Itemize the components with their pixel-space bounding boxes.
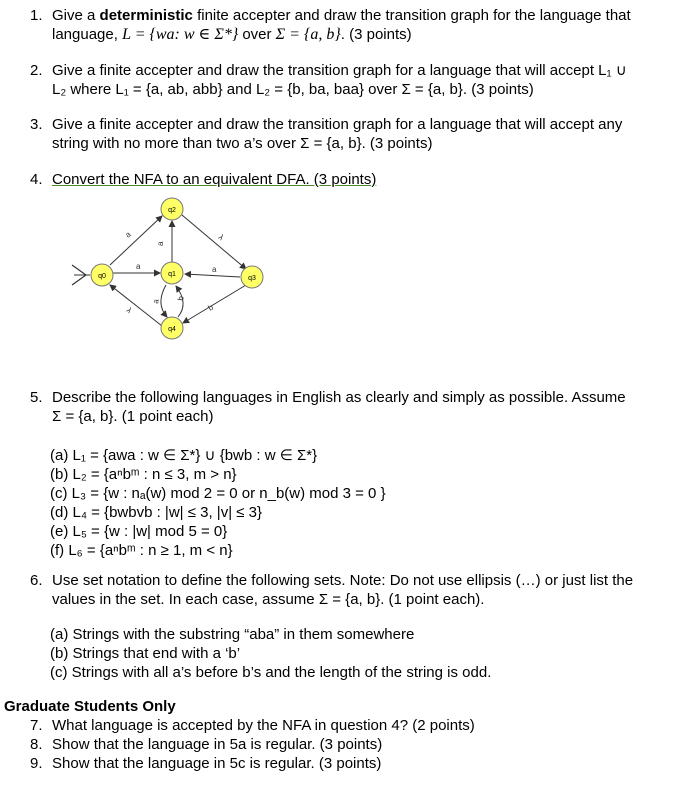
q7-text: What language is accepted by the NFA in question 4? (2 points) xyxy=(52,717,475,734)
edge-label: a xyxy=(136,262,141,271)
q4-line1[interactable]: Convert the NFA to an equivalent DFA. (3 points) xyxy=(52,171,377,188)
edge-label: a xyxy=(156,241,165,246)
state-q0 xyxy=(91,264,113,286)
edge-q4-q0 xyxy=(110,285,162,326)
q3-line2: string with no more than two a’s over Σ = {a, b}. (3 points) xyxy=(52,135,433,152)
q1-line2-mid: over xyxy=(242,26,276,43)
edge-label: b xyxy=(176,295,186,302)
edge-q2-q3 xyxy=(182,215,246,269)
list-item: (d) L₄ = {bwbvb : |w| ≤ 3, |v| ≤ 3} xyxy=(50,504,263,521)
q1-bold: deterministic xyxy=(99,7,193,24)
edge-q1-q4 xyxy=(161,285,167,317)
question-number: 6. xyxy=(30,572,43,589)
q1-math2: Σ = {a, b} xyxy=(275,26,341,43)
list-item: (c) Strings with all a’s before b’s and the length of the string is odd. xyxy=(50,664,492,681)
q6-line2: values in the set. In each case, assume Σ = {a, b}. (1 point each). xyxy=(52,591,485,608)
list-item: (b) Strings that end with a ‘b’ xyxy=(50,645,241,662)
q3-line1: Give a finite accepter and draw the transition graph for a language that will accept any xyxy=(52,116,623,133)
question-number: 8. xyxy=(30,736,43,753)
state-q3 xyxy=(241,266,263,288)
list-item: (c) L₃ = {w : nₐ(w) mod 2 = 0 or n_b(w) mod 3 = 0 } xyxy=(50,485,386,502)
question-number: 7. xyxy=(30,717,43,734)
edge-label: b xyxy=(206,302,215,313)
svg-text:q1: q1 xyxy=(168,271,176,278)
question-number: 9. xyxy=(30,755,43,772)
q5-line1: Describe the following languages in English as clearly and simply as possible. Assume xyxy=(52,389,626,406)
edge-label: a xyxy=(151,298,161,305)
svg-text:q2: q2 xyxy=(168,207,176,214)
q1-points: . (3 points) xyxy=(340,26,412,43)
edge-q3-q1 xyxy=(185,274,240,277)
q5-line2: Σ = {a, b}. (1 point each) xyxy=(52,408,214,425)
question-number: 5. xyxy=(30,389,43,406)
q8-text: Show that the language in 5a is regular. (3 points) xyxy=(52,736,383,753)
state-q1 xyxy=(161,262,183,284)
list-item: (b) L₂ = {aⁿbᵐ : n ≤ 3, m > n} xyxy=(50,466,237,483)
q1-line2: language, xyxy=(52,26,123,43)
edge-label: λ xyxy=(216,232,226,243)
list-item: (e) L₅ = {w : |w| mod 5 = 0} xyxy=(50,523,228,540)
question-number: 1. xyxy=(30,7,43,24)
list-item: (a) Strings with the substring “aba” in them somewhere xyxy=(50,626,415,643)
q9-text: Show that the language in 5c is regular. (3 points) xyxy=(52,755,382,772)
state-q4 xyxy=(161,317,183,339)
q6-line1: Use set notation to define the following sets. Note: Do not use ellipsis (…) or just list the xyxy=(52,572,634,589)
edge-q0-q2 xyxy=(110,216,162,265)
edge-label: λ xyxy=(124,305,134,316)
question-number: 3. xyxy=(30,116,43,133)
q1-text-cont: finite accepter and draw the transition graph for the language that xyxy=(192,7,631,24)
list-item: (a) L₁ = {awa : w ∈ Σ*} ∪ {bwb : w ∈ Σ*} xyxy=(50,447,318,464)
q2-line1: Give a finite accepter and draw the transition graph for a language that will accept L₁ ∪ xyxy=(52,62,627,79)
svg-text:q3: q3 xyxy=(248,275,256,282)
svg-text:q0: q0 xyxy=(98,273,106,280)
q5-items xyxy=(50,446,386,560)
svg-text:q4: q4 xyxy=(168,326,176,333)
graduate-heading: Graduate Students Only xyxy=(4,698,176,715)
nfa-diagram xyxy=(70,193,285,343)
q2-line2: L₂ where L₁ = {a, ab, abb} and L₂ = {b, ba, baa} over Σ = {a, b}. (3 points) xyxy=(52,81,534,98)
question-number: 4. xyxy=(30,171,43,188)
state-q2 xyxy=(161,198,183,220)
list-item: (f) L₆ = {aⁿbᵐ : n ≥ 1, m < n} xyxy=(50,542,233,559)
edge-label: a xyxy=(212,265,217,274)
question-number: 2. xyxy=(30,62,43,79)
q1-math: L = {wa: w ∈ Σ*} xyxy=(122,26,243,43)
edge-label: a xyxy=(123,229,133,240)
q1-text: Give a xyxy=(52,7,100,24)
q6-items xyxy=(50,625,491,682)
edge-q3-q4 xyxy=(183,285,246,323)
